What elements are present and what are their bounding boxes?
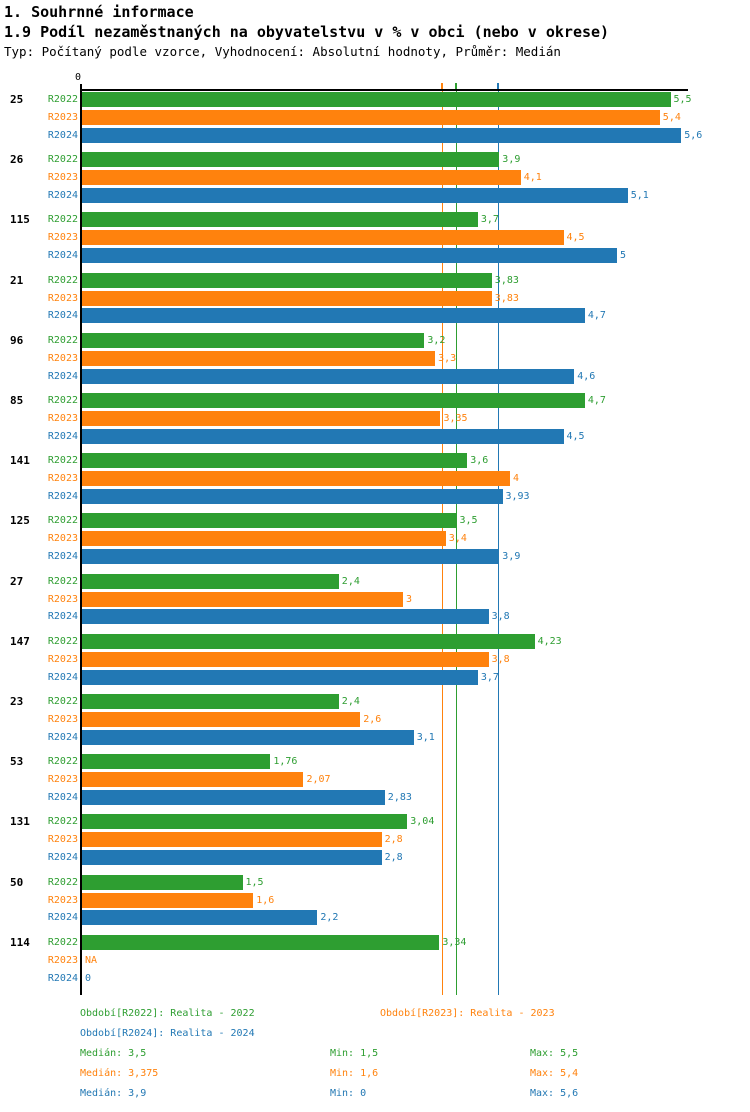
- series-label-r2022: R2022: [47, 94, 78, 105]
- series-label-r2023: R2023: [47, 111, 78, 123]
- category-label: 53: [10, 755, 24, 769]
- value-label: 3,34: [442, 936, 467, 948]
- bar-r2023: [82, 110, 660, 125]
- value-label: 3,9: [502, 551, 521, 563]
- series-label-r2023: R2023: [47, 172, 78, 184]
- bar-r2022: [82, 694, 339, 709]
- series-label-r2024: R2024: [47, 731, 78, 743]
- value-label: 2,83: [387, 792, 412, 803]
- bar-r2022: [82, 754, 270, 769]
- bar-r2024: [82, 248, 617, 263]
- value-label: 4,23: [537, 635, 562, 647]
- category-label: 96: [10, 333, 24, 347]
- value-label: 5,1: [630, 190, 649, 201]
- category-label: 50: [10, 875, 24, 889]
- value-label: 4,7: [587, 395, 606, 406]
- bar-r2023: [82, 471, 510, 486]
- series-label-r2024: R2024: [47, 912, 78, 924]
- bar-r2022: [82, 92, 671, 107]
- value-label: 3,8: [491, 653, 510, 665]
- category-label: 141: [10, 454, 30, 468]
- category-label: 26: [10, 153, 24, 167]
- bar-r2022: [82, 333, 424, 348]
- bar-r2022: [82, 634, 535, 649]
- series-label-r2024: R2024: [47, 190, 78, 201]
- series-label-r2022: R2022: [47, 334, 78, 346]
- series-label-r2022: R2022: [47, 214, 78, 226]
- value-label: 1,5: [245, 876, 264, 888]
- bar-r2022: [82, 814, 407, 829]
- value-label: 5,5: [673, 94, 692, 105]
- bar-r2024: [82, 549, 499, 564]
- value-label: 0: [85, 972, 92, 984]
- value-label: 3,04: [410, 816, 435, 828]
- category-label: 21: [10, 273, 24, 287]
- value-label: 2,2: [320, 912, 339, 924]
- value-label: 3,5: [459, 515, 478, 527]
- value-label: 2,6: [363, 713, 382, 725]
- bar-r2022: [82, 875, 243, 890]
- stat-min-r2023: Min: 1,6: [330, 1068, 379, 1079]
- value-label: 3,83: [494, 292, 519, 304]
- bar-r2024: [82, 850, 382, 865]
- series-label-r2024: R2024: [47, 491, 78, 502]
- value-label: 3,83: [494, 274, 519, 286]
- series-label-r2024: R2024: [47, 129, 78, 141]
- bar-r2023: [82, 893, 253, 908]
- legend-period-r2024: Období[R2024]: Realita - 2024: [80, 1028, 255, 1039]
- x-axis-origin-label: 0: [75, 72, 82, 83]
- category-label: 25: [10, 93, 24, 106]
- value-label: 3,1: [416, 731, 435, 743]
- bar-r2023: [82, 411, 440, 426]
- legend-period-r2022: Období[R2022]: Realita - 2022: [80, 1008, 255, 1019]
- series-label-r2024: R2024: [47, 551, 78, 563]
- chart-title: 1.9 Podíl nezaměstnaných na obyvatelstvu v % v obci (nebo v okrese): [4, 23, 610, 41]
- value-label: 3,7: [480, 214, 499, 226]
- bar-r2023: [82, 531, 446, 546]
- bar-r2024: [82, 188, 628, 203]
- category-label: 114: [10, 935, 30, 949]
- value-label: 5,6: [684, 129, 703, 141]
- bar-r2022: [82, 935, 439, 950]
- value-label: 3,8: [491, 611, 510, 623]
- stat-median-r2024: Medián: 3,9: [80, 1088, 147, 1099]
- series-label-r2023: R2023: [47, 653, 78, 665]
- category-label: 125: [10, 514, 30, 528]
- series-label-r2023: R2023: [47, 834, 78, 846]
- value-label: 3,2: [427, 334, 446, 346]
- series-label-r2023: R2023: [47, 713, 78, 725]
- series-label-r2022: R2022: [47, 575, 78, 587]
- bar-r2024: [82, 308, 585, 323]
- series-label-r2024: R2024: [47, 792, 78, 803]
- stat-min-r2022: Min: 1,5: [330, 1048, 379, 1059]
- value-label: 4,5: [566, 232, 585, 244]
- bar-r2022: [82, 453, 467, 468]
- bar-r2024: [82, 369, 574, 384]
- value-label: 2,07: [306, 774, 331, 786]
- bar-r2024: [82, 609, 489, 624]
- bar-r2024: [82, 128, 681, 143]
- bar-r2023: [82, 712, 360, 727]
- value-label: 4,5: [566, 430, 585, 442]
- bar-r2022: [82, 574, 339, 589]
- series-label-r2022: R2022: [47, 154, 78, 166]
- bar-r2024: [82, 910, 317, 925]
- series-label-r2023: R2023: [47, 954, 78, 966]
- bar-r2022: [82, 513, 457, 528]
- series-label-r2023: R2023: [47, 412, 78, 424]
- series-label-r2023: R2023: [47, 593, 78, 605]
- series-label-r2024: R2024: [47, 972, 78, 984]
- value-label: 3,35: [443, 412, 468, 424]
- series-label-r2022: R2022: [47, 395, 78, 406]
- x-axis-line: [80, 89, 688, 91]
- value-label: 5: [620, 250, 627, 262]
- series-label-r2024: R2024: [47, 671, 78, 683]
- bar-r2024: [82, 730, 414, 745]
- legend-period-r2023: Období[R2023]: Realita - 2023: [380, 1008, 555, 1019]
- series-label-r2023: R2023: [47, 292, 78, 304]
- category-label: 147: [10, 634, 30, 648]
- value-label: NA: [85, 954, 98, 966]
- series-label-r2024: R2024: [47, 611, 78, 623]
- bar-r2023: [82, 772, 303, 787]
- series-label-r2022: R2022: [47, 455, 78, 467]
- value-label: 3,9: [502, 154, 521, 166]
- value-label: 3,3: [438, 352, 457, 364]
- bar-r2022: [82, 212, 478, 227]
- value-label: 4,6: [577, 370, 596, 382]
- bar-r2022: [82, 393, 585, 408]
- series-label-r2022: R2022: [47, 274, 78, 286]
- bar-r2023: [82, 652, 489, 667]
- value-label: 3: [406, 593, 413, 605]
- value-label: 4,7: [587, 310, 606, 322]
- stat-median-r2022: Medián: 3,5: [80, 1048, 147, 1059]
- value-label: 4,1: [523, 172, 542, 184]
- series-label-r2024: R2024: [47, 370, 78, 382]
- bar-r2023: [82, 592, 403, 607]
- value-label: 4: [513, 473, 520, 485]
- value-label: 1,76: [273, 756, 298, 768]
- category-label: 85: [10, 394, 24, 407]
- report-section-title: 1. Souhrnné informace: [4, 3, 194, 21]
- category-label: 115: [10, 213, 30, 227]
- series-label-r2023: R2023: [47, 473, 78, 485]
- bar-r2023: [82, 351, 435, 366]
- chart-subtitle: Typ: Počítaný podle vzorce, Vyhodnocení: Absolutní hodnoty, Průměr: Medián: [4, 44, 561, 59]
- series-label-r2022: R2022: [47, 876, 78, 888]
- bar-r2023: [82, 832, 382, 847]
- value-label: 5,4: [662, 111, 681, 123]
- stat-max-r2023: Max: 5,4: [530, 1068, 579, 1079]
- series-label-r2023: R2023: [47, 232, 78, 244]
- value-label: 2,4: [341, 575, 360, 587]
- bar-r2024: [82, 429, 564, 444]
- stat-max-r2022: Max: 5,5: [530, 1048, 579, 1059]
- category-label: 131: [10, 815, 30, 829]
- series-label-r2022: R2022: [47, 816, 78, 828]
- stat-max-r2024: Max: 5,6: [530, 1088, 579, 1099]
- value-label: 3,7: [480, 671, 499, 683]
- stat-min-r2024: Min: 0: [330, 1088, 367, 1099]
- stat-median-r2023: Medián: 3,375: [80, 1068, 159, 1079]
- value-label: 3,4: [448, 533, 467, 545]
- series-label-r2022: R2022: [47, 635, 78, 647]
- bar-r2024: [82, 489, 503, 504]
- value-label: 2,4: [341, 696, 360, 707]
- series-label-r2022: R2022: [47, 515, 78, 527]
- series-label-r2022: R2022: [47, 936, 78, 948]
- value-label: 3,6: [470, 455, 489, 467]
- bar-r2023: [82, 291, 492, 306]
- bar-r2024: [82, 790, 385, 805]
- category-label: 23: [10, 695, 24, 708]
- series-label-r2023: R2023: [47, 352, 78, 364]
- series-label-r2024: R2024: [47, 430, 78, 442]
- value-label: 3,93: [505, 491, 530, 502]
- bar-r2022: [82, 273, 492, 288]
- value-label: 1,6: [256, 894, 275, 906]
- value-label: 2,8: [384, 834, 403, 846]
- series-label-r2024: R2024: [47, 310, 78, 322]
- series-label-r2022: R2022: [47, 696, 78, 707]
- series-label-r2023: R2023: [47, 774, 78, 786]
- bar-r2023: [82, 170, 521, 185]
- series-label-r2022: R2022: [47, 756, 78, 768]
- series-label-r2024: R2024: [47, 852, 78, 864]
- bar-r2024: [82, 670, 478, 685]
- series-label-r2023: R2023: [47, 533, 78, 545]
- category-label: 27: [10, 574, 24, 588]
- series-label-r2023: R2023: [47, 894, 78, 906]
- value-label: 2,8: [384, 852, 403, 864]
- bar-r2022: [82, 152, 499, 167]
- bar-r2023: [82, 230, 564, 245]
- series-label-r2024: R2024: [47, 250, 78, 262]
